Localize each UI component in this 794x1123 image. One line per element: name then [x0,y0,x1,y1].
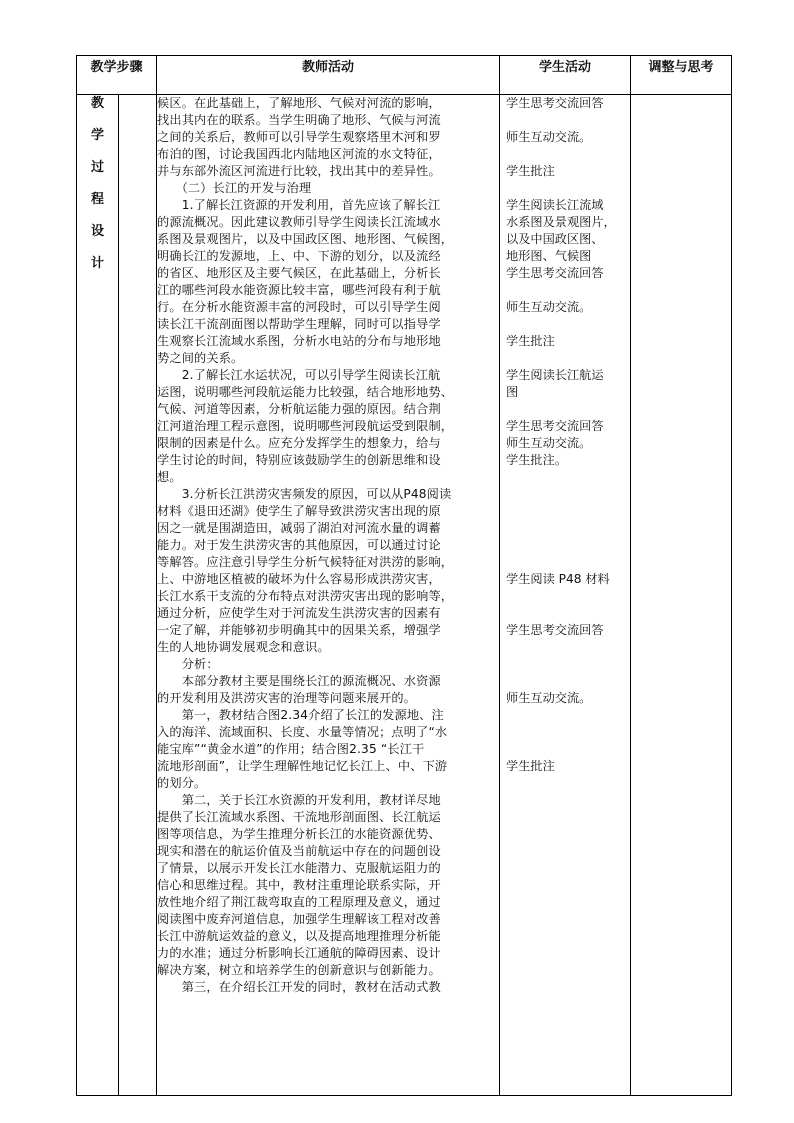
student-activity-item: 学生阅读 P48 材料 [506,572,610,586]
teacher-text-line: 2.了解长江水运状况，可以引导学生阅读长江航 [157,368,441,382]
teacher-text-line: 1.了解长江资源的开发利用，首先应该了解长江 [157,198,441,212]
teacher-text-line: 上、中游地区植被的破坏为什么容易形成洪涝灾害， [157,572,441,586]
teacher-activity-text [157,95,499,996]
section-label-char: 程 [90,192,104,207]
teacher-text-line: 候区。在此基础上，了解地形、气候对河流的影响， [157,96,441,110]
teacher-text-line: 能宝库”“黄金水道”的作用；结合图2.35 “长江干 [157,742,425,756]
teacher-text-line: 流地形剖面”，让学生理解性地记忆长江上、中、下游 [157,759,448,773]
teacher-text-line: 因之一就是围湖造田，减弱了湖泊对河流水量的调蓄 [157,521,441,535]
teacher-text-line: 材料《退田还湖》使学生了解导致洪涝灾害出现的原 [157,504,441,518]
student-activity-item: 图 [506,385,519,399]
teacher-text-line: 本部分教材主要是围绕长江的源流概况、水资源 [157,674,441,688]
teacher-text-line: 想。 [157,470,182,484]
teacher-text-line: 布泊的图，讨论我国西北内陆地区河流的水文特征， [157,147,441,161]
student-activity-item: 水系图及景观图片， [506,215,616,229]
teacher-text-line: 找出其内在的联系。当学生明确了地形、气候与河流 [157,113,441,127]
teacher-text-line: 长江水系干支流的分布特点对洪涝灾害出现的影响等， [157,589,454,603]
teacher-text-line: 入的海洋、流域面积、长度、水量等情况；点明了“水 [157,725,448,739]
student-activity-item: 学生思考交流回答 [506,419,604,433]
lesson-plan-table [76,55,732,1096]
header-student-activity: 学生活动 [500,56,631,95]
section-label-char: 学 [90,128,104,143]
student-activity-cell [500,95,631,1096]
teacher-text-line: 长江中游航运效益的意义，以及提高地理推理分析能 [157,929,441,943]
teacher-text-line: 现实和潜在的航运价值及当前航运中存在的问题创设 [157,844,441,858]
teacher-text-line: 第三，在介绍长江开发的同时，教材在活动式教 [157,980,441,994]
section-label-cell [77,95,119,1096]
teacher-text-line: 之间的关系后，教师可以引导学生观察塔里木河和罗 [157,130,441,144]
empty-step-cell [119,95,157,1096]
student-activity-item: 学生批注 [506,164,555,178]
adjust-reflect-cell [631,95,732,1096]
teacher-text-line: 读长江干流剖面图以帮助学生理解，同时可以指导学 [157,317,441,331]
section-label-char: 过 [90,160,104,175]
header-teacher-activity: 教师活动 [157,56,500,95]
teacher-text-line: 阅读图中废弃河道信息，加强学生理解该工程对改善 [157,912,441,926]
teacher-text-line: 学生讨论的时间，特别应该鼓励学生的创新思维和设 [157,453,441,467]
student-activity-item: 学生批注 [506,759,555,773]
student-activity-item: 师生互动交流。 [506,300,592,314]
teacher-text-line: 的开发利用及洪涝灾害的治理等问题来展开的。 [157,691,417,705]
teacher-text-line: 信心和思维过程。其中，教材注重理论联系实际，开 [157,878,441,892]
teacher-text-line: 能力。对于发生洪涝灾害的其他原因，可以通过讨论 [157,538,441,552]
teacher-text-line: 解决方案，树立和培养学生的创新意识与创新能力。 [157,963,441,977]
teacher-text-line: 气候、河道等因素，分析航运能力强的原因。结合荆 [157,402,441,416]
teacher-text-line: 运图，说明哪些河段航运能力比较强，结合地形地势、 [157,385,454,399]
section-label-char: 设 [90,224,104,239]
teacher-text-line: 第一，教材结合图2.34介绍了长江的发源地、注 [157,708,444,722]
student-activity-item: 学生思考交流回答 [506,623,604,637]
teacher-text-line: 力的水准；通过分析影响长江通航的障碍因素、设计 [157,946,441,960]
header-row [77,56,732,95]
student-activity-item: 师生互动交流。 [506,130,592,144]
teacher-text-line: 3.分析长江洪涝灾害频发的原因，可以从P48阅读 [157,487,452,501]
teacher-text-line: 行。在分析水能资源丰富的河段时，可以引导学生阅 [157,300,441,314]
teacher-text-line: 提供了长江流域水系图、干流地形剖面图、长江航运 [157,810,441,824]
teacher-text-line: 放性地介绍了荆江裁弯取直的工程原理及意义，通过 [157,895,441,909]
teacher-text-line: 了情景，以展示开发长江水能潜力、克服航运阻力的 [157,861,441,875]
teacher-text-line: 势之间的关系。 [157,351,244,365]
student-activity-item: 以及中国政区图、 [506,232,604,246]
student-activity-item: 学生批注 [506,334,555,348]
student-activity-item: 学生思考交流回答 [506,266,604,280]
teacher-text-line: 第二，关于长江水资源的开发利用，教材详尽地 [157,793,441,807]
teacher-text-line: 等解答。应注意引导学生分析气候特征对洪涝的影响， [157,555,454,569]
student-activity-item: 学生批注。 [506,453,567,467]
section-label-char: 教 [90,96,104,111]
student-activity-item: 学生阅读长江航运 [506,368,604,382]
teacher-text-line: 一定了解，并能够初步明确其中的因果关系，增强学 [157,623,441,637]
teacher-activity-cell [157,95,500,1096]
teacher-text-line: 分析： [157,657,219,671]
teacher-text-line: 限制的因素是什么。应充分发挥学生的想象力，给与 [157,436,441,450]
header-teaching-steps: 教学步骤 [77,56,157,95]
teacher-text-line: 生的人地协调发展观念和意识。 [157,640,330,654]
teacher-text-line: 的省区、地形区及主要气候区，在此基础上，分析长 [157,266,441,280]
section-label-char: 计 [90,256,104,271]
student-activity-item: 学生思考交流回答 [506,96,604,110]
teacher-text-line: 图等项信息，为学生推理分析长江的水能资源优势、 [157,827,441,841]
teacher-text-line: 明确长江的发源地，上、中、下游的划分，以及流经 [157,249,441,263]
student-activity-item: 师生互动交流。 [506,436,592,450]
teacher-text-line: 江的哪些河段水能资源比较丰富，哪些河段有利于航 [157,283,441,297]
teacher-text-line: 并与东部外流区河流进行比较，找出其中的差异性。 [157,164,441,178]
teacher-text-line: 生观察长江流域水系图，分析水电站的分布与地形地 [157,334,441,348]
teacher-text-line: 通过分析，应使学生对于河流发生洪涝灾害的因素有 [157,606,441,620]
teacher-text-line: 江河道治理工程示意图，说明哪些河段航运受到限制， [157,419,454,433]
section-label [77,95,118,273]
teacher-text-line: 系图及景观图片，以及中国政区图、地形图、气候图， [157,232,454,246]
header-adjust-reflect: 调整与思考 [631,56,732,95]
body-row [77,95,732,1096]
student-activity-item: 学生阅读长江流域 [506,198,604,212]
teacher-text-line: 的划分。 [157,776,207,790]
student-activity-item: 地形图、气候图 [506,249,592,263]
teacher-text-line: （二）长江的开发与治理 [157,181,312,195]
teacher-text-line: 的源流概况。因此建议教师引导学生阅读长江流域水 [157,215,441,229]
student-activity-item: 师生互动交流。 [506,691,592,705]
